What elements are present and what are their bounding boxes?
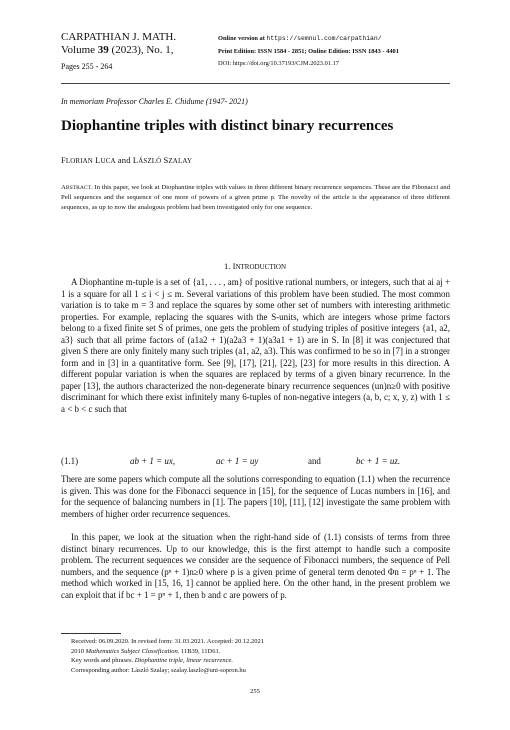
author-conjunction: and [117,155,131,165]
page-range: Pages 255 - 264 [61,62,113,71]
keywords-text: Diophantine triple, linear recurrence. [134,657,233,665]
section-title: INTRODUCTION [232,261,287,271]
online-url-link[interactable]: https://semnul.com/carpathian/ [266,35,382,42]
paper-title: Diophantine triples with distinct binary recurrences [61,118,394,134]
equation-part-2: ac + 1 = uy [216,456,259,466]
abstract-text: In this paper, we look at Diophantine triples with values in three different binary recurrence sequences. These are the Fibonacci and Pell sequences and the sequence of one more of powers of a given prime p. The novelty of the article is the appearance of three different sequences, as up to now the analogous problem had been investigated only for one sequence. [61,184,450,211]
author-line [61,155,192,165]
msc-classification [71,647,450,657]
online-label: Online version at [218,35,265,42]
msc-codes: 11B39, 11D61. [180,647,221,655]
volume-number: 39 [97,44,109,56]
equation-part-3: bc + 1 = uz. [356,456,401,466]
equation-number: (1.1) [61,456,79,466]
abstract-label: ABSTRACT. [61,184,93,191]
footnote-rule [61,633,121,634]
corresponding-author: Corresponding author: László Szalay; szalay.laszlo@uni-sopron.hu [71,667,246,675]
header-rule [61,83,450,84]
publication-info [218,33,468,71]
paragraph-1: A Diophantine m-tuple is a set of {a1, . . . , am} of positive rational numbers, or integers, such that ai aj + 1 is a square for all 1 ≤ i < j ≤ m. Several variations of this problem have been studied. The most common variation is to take m = 3 and replace the squares by some other set of numbers with interesting arithmetic properties. For example, replacing the squares with the S-units, which are integers whose prime factors belong to a fixed finite set S of primes, one gets the problem of studying triples of positive integers {a1, a2, a3} such that all prime factors of (a1a2 + 1)(a2a3 + 1)(a3a1 + 1) are in S. In [8] it was conjectured that given S there are only finitely many such triples (a1, a2, a3). This was confirmed to be so in [7] in a stronger form and in [3] in a quantitative form. See [9], [17], [21], [22], [23] for more results in this direction. A different popular variation is when the squares are replaced by terms of a given binary recurrence. In the paper [13], the authors characterized the non-degenerate binary recurrence sequences (un)n≥0 with positive discriminant for which there exist infinitely many 6-tuples of non-negative integers (a, b, c; x, y, z) with 1 ≤ a < b < c such that [61,277,450,414]
author-2: LÁSZLÓ SZALAY [132,155,192,165]
online-version [218,33,468,46]
issn-text: Print Edition: ISSN 1584 - 2851; Online Edition: ISSN 1843 - 4401 [218,47,399,55]
equation-and: and [308,456,321,466]
msc-year: 2010 [71,647,84,655]
author-1: FLORIAN LUCA [61,155,116,165]
abstract [61,183,450,212]
equation-part-1: ab + 1 = ux, [130,456,176,466]
journal-header [61,31,211,73]
journal-volume [61,44,211,57]
journal-name: CARPATHIAN J. MATH. [61,31,177,43]
volume-label: Volume [61,44,96,56]
keywords [71,656,450,666]
issn-line [218,46,468,59]
doi-link[interactable]: DOI: https://doi.org/10.37193/CJM.2023.01.17 [218,60,339,67]
paragraph-2: There are some papers which compute all the solutions corresponding to equation (1.1) when the recurrence is given. This was done for the Fibonacci sequence in [15], for the sequence of Lucas numbers in [16], and for the sequence of balancing numbers in [1]. The papers [10], [11], [12] investigate the same problem with members of higher order recurrence sequences. [61,474,450,519]
dedication: In memoriam Professor Charles E. Chidume (1947- 2021) [61,97,248,106]
paragraph-3: In this paper, we look at the situation when the right-hand side of (1.1) consists of terms from three distinct binary recurrences. Up to our knowledge, this is the first attempt to handle such a composite problem. The recurrent sequences we consider are the sequence of Fibonacci numbers, the sequence of Pell numbers, and the sequence (pⁿ + 1)n≥0 where p is a given prime of general term denoted Φn = pⁿ + 1. The method which worked in [15, 16, 1] cannot be applied here. On the other hand, in the present problem we can exploit that if bc + 1 = pⁿ + 1, then b and c are powers of p. [61,532,450,600]
section-number: 1. [223,261,231,271]
section-heading [0,261,510,271]
msc-label: Mathematics Subject Classification. [85,647,180,655]
footnotes [71,637,450,676]
keywords-label: Key words and phrases. [71,657,134,665]
received-dates: Received: 06.09.2020. In revised form: 31.03.2021. Accepted: 20.12.2021 [71,638,264,645]
page-number: 255 [250,688,260,695]
issue-label: (2023), No. 1, [111,44,174,56]
